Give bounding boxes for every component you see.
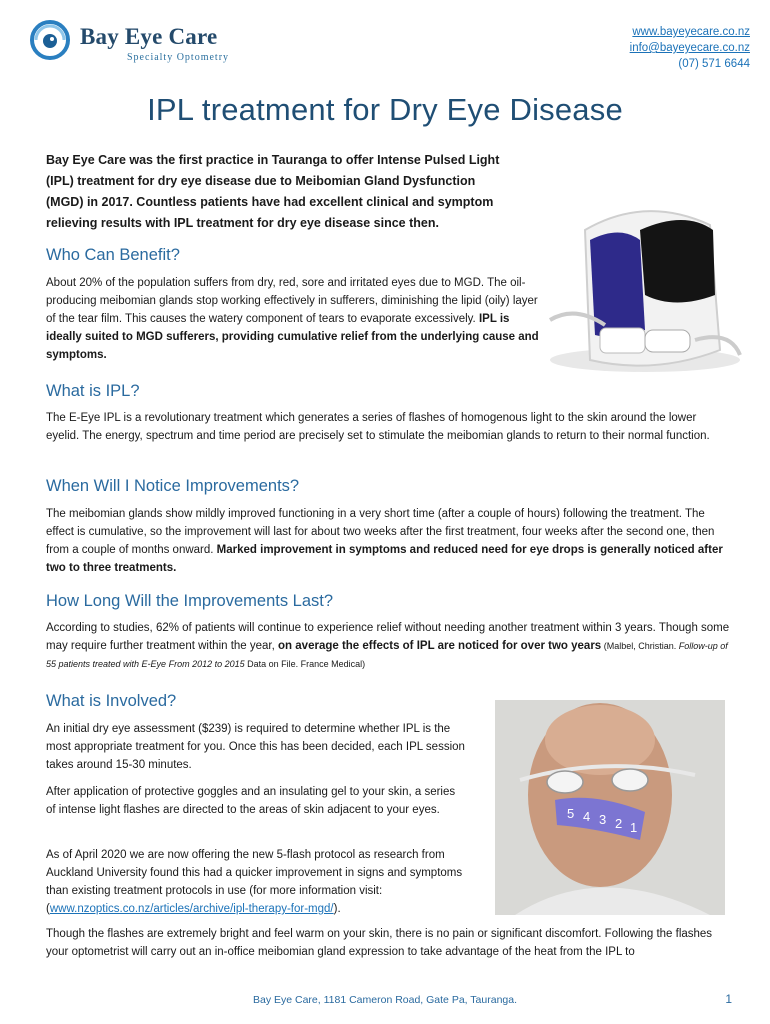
brand-name: Bay Eye Care (80, 24, 218, 49)
when-bold: Marked improvement in symptoms and reduced need for eye drops is generally noticed after two to three treatments. (46, 544, 723, 574)
involved-paragraph-3 (46, 846, 476, 918)
citation-title: Follow-up of 55 patients treated with E-Eye From 2012 to 2015 (46, 641, 728, 669)
flash-mark-2: 2 (615, 816, 623, 831)
who-paragraph (46, 274, 541, 364)
when-paragraph (46, 505, 734, 577)
phone-number: (07) 571 6644 (678, 58, 750, 70)
citation-author: Malbel, Christian. (606, 641, 679, 651)
when-text: The meibomian glands show mildly improved functioning in a very short time (after a couple of hours) following the treatment. The effect is cumulative, so the improvement will last for about two weeks after the first treatment, four weeks after the second one, then from a couple of months onward. (46, 508, 715, 556)
flash-mark-3: 3 (599, 812, 607, 827)
page-number: 1 (725, 992, 732, 1006)
involved-paragraph-2: After application of protective goggles and an insulating gel to your skin, a series of intense light flashes are directed to the areas of skin adjacent to your eyes. (46, 786, 456, 816)
involved-paragraph-4: Though the flashes are extremely bright and feel warm on your skin, there is no pain or significant discomfort. Following the flashes your optometrist will carry out an in-office meibomian gland expression to take advantage of the heat from the IPL to (46, 928, 713, 958)
section-heading-who: Who Can Benefit? (46, 246, 180, 264)
what-paragraph: The E-Eye IPL is a revolutionary treatment which generates a series of flashes of homogenous light to the skin around the lower eyelid. The energy, spectrum and time period are precisely set to stimulate the meibomian glands to return to their normal function. (46, 412, 710, 442)
involved-p3-text: As of April 2020 we are now offering the new 5-flash protocol as research from Auckland University found this had a quicker improvement in signs and symptoms than existing treatment protocols in use (for more information visit: ( (46, 849, 463, 915)
who-text: About 20% of the population suffers from dry, red, sore and irritated eyes due to MGD. The oil-producing meibomian glands stop working effectively in sufferers, diminishing the lipid (oily) layer of the tear film. This causes the watery component of tears to evaporate excessively. (46, 277, 538, 325)
contact-block (630, 24, 750, 72)
page-title: IPL treatment for Dry Eye Disease (147, 92, 623, 127)
brand-logo (30, 18, 230, 68)
section-heading-howlong: How Long Will the Improvements Last? (46, 592, 334, 610)
howlong-text: According to studies, 62% of patients will continue to experience relief without needing another treatment within 3 years. Though some may require further treatment within the year, (46, 622, 730, 652)
nzoptics-link[interactable]: www.nzoptics.co.nz/articles/archive/ipl-therapy-for-mgd/ (49, 903, 334, 915)
citation-tail: Data on File. France Medical) (244, 659, 366, 669)
flash-mark-5: 5 (567, 806, 575, 821)
who-bold: IPL is ideally suited to MGD sufferers, providing cumulative relief from the underlying cause and symptoms. (46, 313, 539, 361)
howlong-bold: on average the effects of IPL are noticed for over two years (278, 640, 602, 652)
intro-paragraph (46, 150, 516, 234)
howlong-paragraph (46, 619, 734, 673)
flash-mark-1: 1 (630, 820, 638, 835)
email-link[interactable]: info@bayeyecare.co.nz (629, 42, 750, 54)
footer-address: Bay Eye Care, 1181 Cameron Road, Gate Pa, Tauranga. (252, 994, 518, 1006)
involved-paragraph-1: An initial dry eye assessment ($239) is required to determine whether IPL is the most appropriate treatment for you. Once this has been decided, each IPL session takes around 15-30 minutes. (46, 723, 465, 771)
citation-open: ( (601, 641, 607, 651)
intro-text: Bay Eye Care was the first practice in Tauranga to offer Intense Pulsed Light (IPL) treatment for dry eye disease due to Meibomian Gland Dysfunction (MGD) in 2017. Countless patients have had excellent clinical and symptom relieving results with IPL treatment for dry eye disease since then. (46, 153, 500, 230)
eye-logo-icon (30, 20, 70, 60)
section-heading-when: When Will I Notice Improvements? (46, 477, 300, 495)
section-heading-what: What is IPL? (46, 382, 140, 400)
section-heading-involved: What is Involved? (46, 692, 177, 710)
patient-ipl-photo (495, 700, 725, 915)
brand-tagline: Specialty Optometry (127, 52, 230, 63)
ipl-device-image (545, 200, 745, 380)
flash-mark-4: 4 (583, 809, 591, 824)
website-link[interactable]: www.bayeyecare.co.nz (632, 26, 750, 38)
involved-p3-end: ). (333, 903, 341, 915)
